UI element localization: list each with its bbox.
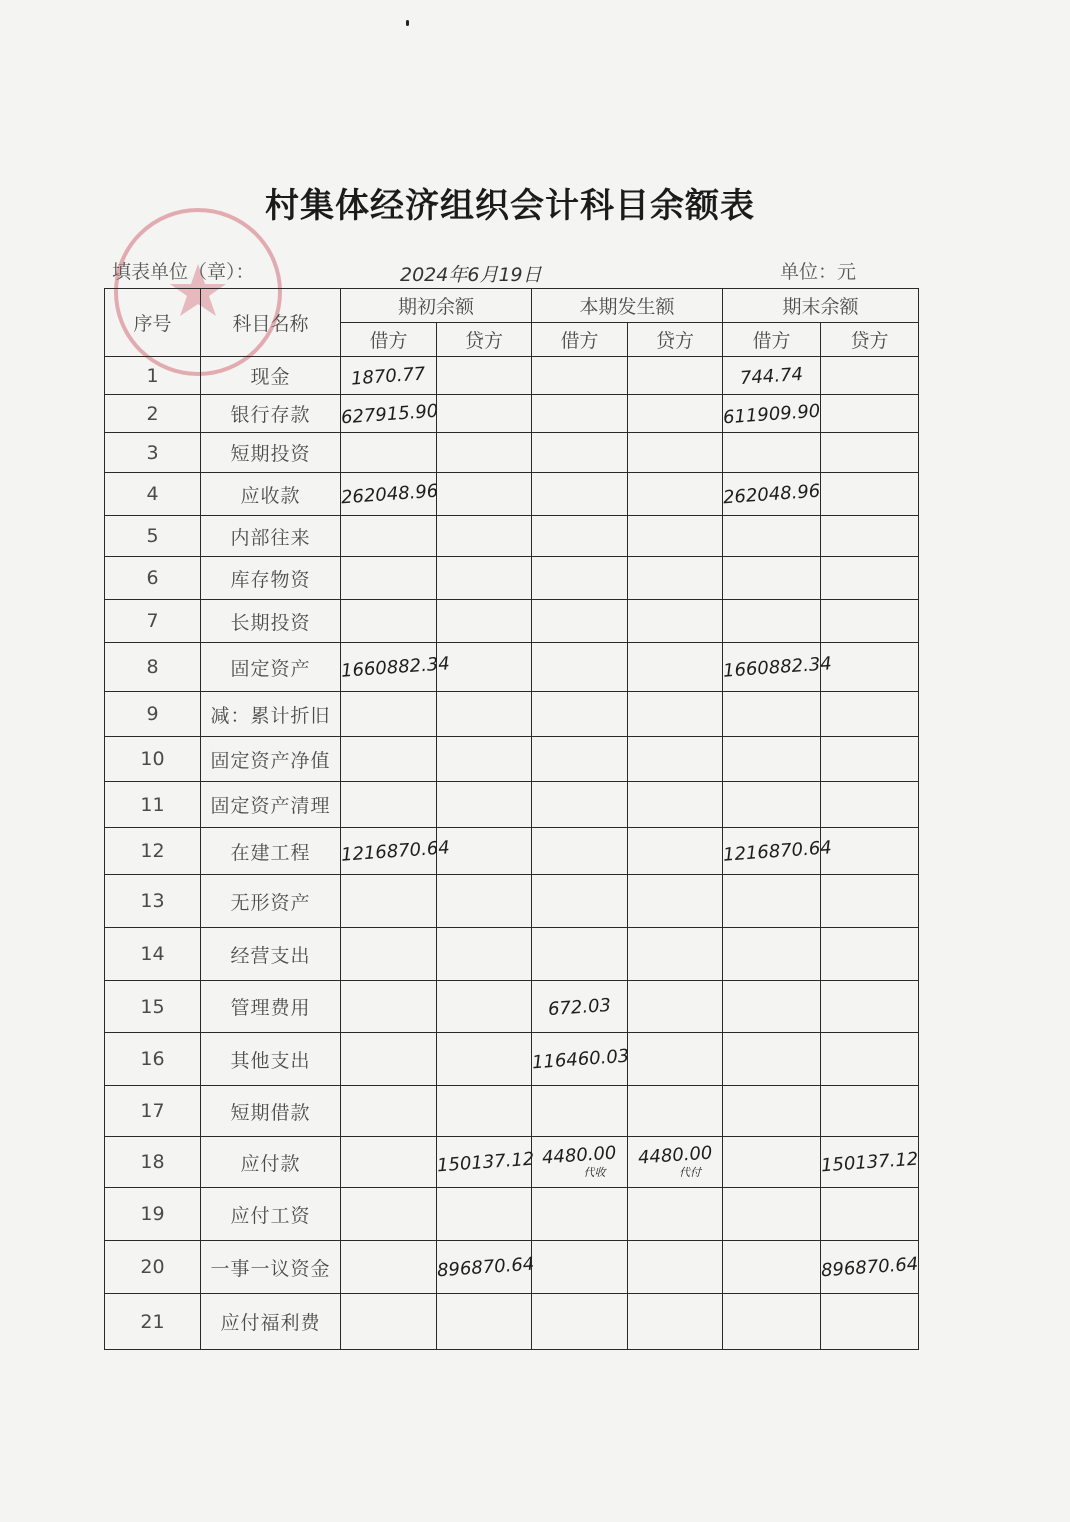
- table-row: [105, 473, 919, 516]
- col-header-seq: 序号: [105, 289, 201, 357]
- row-subject-name: 在建工程: [201, 828, 341, 875]
- cell-open-debit: [341, 557, 437, 600]
- row-subject-name: 应收款: [201, 473, 341, 516]
- row-seq-number: 9: [105, 692, 201, 737]
- row-subject-name: 经营支出: [201, 928, 341, 981]
- table-row: [105, 875, 919, 928]
- cell-close-credit: [821, 737, 919, 782]
- cell-close-credit: [821, 473, 919, 516]
- cell-close-debit: [723, 473, 821, 516]
- cell-cur-debit: [532, 1294, 628, 1350]
- row-seq-number: 18: [105, 1137, 201, 1188]
- cell-open-credit: [437, 1294, 532, 1350]
- cell-cur-debit: [532, 433, 628, 473]
- table-row: [105, 1188, 919, 1241]
- cell-close-credit: [821, 1137, 919, 1188]
- cell-open-debit: [340, 643, 451, 692]
- cell-open-debit: [341, 516, 437, 557]
- cell-cur-debit: [532, 782, 628, 828]
- cell-open-credit: [436, 1137, 535, 1188]
- handwritten-amount: 1216870.64: [722, 837, 833, 866]
- row-subject-name: 短期投资: [201, 433, 341, 473]
- row-seq-number: 16: [105, 1033, 201, 1086]
- cell-open-debit: [341, 433, 437, 473]
- cell-cur-debit: [532, 692, 628, 737]
- cell-cur-credit: [628, 692, 723, 737]
- cell-cur-credit: [628, 1241, 723, 1294]
- cell-open-debit: [341, 1294, 437, 1350]
- cell-open-credit: [437, 600, 532, 643]
- cell-open-credit: [437, 782, 532, 828]
- cell-cur-credit: [628, 1033, 723, 1086]
- cell-cur-credit: [628, 1137, 723, 1188]
- cell-cur-debit: [532, 516, 628, 557]
- cell-close-credit: [821, 928, 919, 981]
- cell-open-debit: [341, 928, 437, 981]
- cell-open-debit: [341, 395, 437, 433]
- table-row: [105, 357, 919, 395]
- cell-open-debit: [341, 473, 437, 516]
- handwritten-amount: 744.74: [739, 363, 804, 389]
- row-subject-name: 一事一议资金: [201, 1241, 341, 1294]
- cell-cur-debit: [532, 357, 628, 395]
- table-row: [105, 782, 919, 828]
- cell-close-credit: [821, 516, 919, 557]
- cell-open-credit: [437, 1033, 532, 1086]
- table-row: [105, 516, 919, 557]
- row-seq-number: 15: [105, 981, 201, 1033]
- ledger-table: [104, 288, 919, 1350]
- handwritten-amount: 1660882.34: [722, 653, 833, 682]
- currency-unit-label: 单位：元: [780, 261, 857, 283]
- row-seq-number: 2: [105, 395, 201, 433]
- row-seq-number: 6: [105, 557, 201, 600]
- row-subject-name: 应付工资: [201, 1188, 341, 1241]
- cell-close-debit: [723, 557, 821, 600]
- cell-close-debit: [723, 395, 821, 433]
- cell-cur-credit: [628, 1294, 723, 1350]
- cell-cur-credit: [628, 737, 723, 782]
- row-subject-name: 减：累计折旧: [201, 692, 341, 737]
- document-title: 村集体经济组织会计科目余额表: [265, 186, 755, 226]
- cell-close-debit: [723, 600, 821, 643]
- handwritten-amount: 262048.96: [722, 480, 821, 509]
- table-row: [105, 1033, 919, 1086]
- cell-close-debit: [723, 1294, 821, 1350]
- row-seq-number: 8: [105, 643, 201, 692]
- row-subject-name: 管理费用: [201, 981, 341, 1033]
- cell-close-credit: [821, 1086, 919, 1137]
- cell-close-credit: [821, 875, 919, 928]
- cell-close-debit: [723, 1241, 821, 1294]
- cell-open-credit: [437, 1188, 532, 1241]
- cell-close-debit: [723, 928, 821, 981]
- cell-open-debit: [341, 782, 437, 828]
- cell-close-debit: [723, 516, 821, 557]
- cell-cur-credit: [628, 928, 723, 981]
- cell-open-credit: [437, 737, 532, 782]
- table-row: [105, 433, 919, 473]
- cell-close-debit: [722, 643, 833, 692]
- col-header-current: 本期发生额: [532, 289, 723, 323]
- cell-close-credit: [821, 1294, 919, 1350]
- cell-cur-credit: [628, 1188, 723, 1241]
- cell-open-credit: [437, 692, 532, 737]
- table-row: [105, 1137, 919, 1188]
- row-seq-number: 20: [105, 1241, 201, 1294]
- cell-close-debit: [723, 1033, 821, 1086]
- table-row: [105, 928, 919, 981]
- row-subject-name: 应付福利费: [201, 1294, 341, 1350]
- table-row: [105, 1241, 919, 1294]
- col-header-closing-credit: 贷方: [821, 323, 919, 357]
- report-date: 2024年6月19日: [400, 264, 542, 286]
- cell-close-credit: [821, 395, 919, 433]
- col-header-opening: 期初余额: [341, 289, 532, 323]
- handwritten-amount: 1870.77: [350, 362, 427, 390]
- col-header-closing-debit: 借方: [723, 323, 821, 357]
- ink-speck: [406, 20, 409, 26]
- cell-close-debit: [723, 1086, 821, 1137]
- row-seq-number: 12: [105, 828, 201, 875]
- row-seq-number: 19: [105, 1188, 201, 1241]
- cell-cur-debit: [532, 928, 628, 981]
- cell-cur-credit: [628, 981, 723, 1033]
- handwritten-amount: 1660882.34: [340, 653, 451, 682]
- cell-open-debit: [341, 981, 437, 1033]
- cell-cur-debit: [532, 1086, 628, 1137]
- cell-open-credit: [437, 643, 532, 692]
- row-subject-name: 短期借款: [201, 1086, 341, 1137]
- cell-close-debit: [723, 981, 821, 1033]
- table-row: [105, 1086, 919, 1137]
- handwritten-amount: 150137.12: [820, 1148, 919, 1177]
- cell-cur-debit: [532, 981, 628, 1033]
- cell-open-credit: [437, 395, 532, 433]
- cell-close-credit: [821, 828, 919, 875]
- cell-cur-debit: [532, 395, 628, 433]
- cell-close-debit: [723, 1137, 821, 1188]
- cell-open-debit: [341, 357, 437, 395]
- row-seq-number: 21: [105, 1294, 201, 1350]
- cell-open-debit: [341, 1137, 437, 1188]
- table-row: [105, 692, 919, 737]
- cell-open-credit: [436, 1241, 535, 1294]
- handwritten-note: 代收: [583, 1166, 606, 1179]
- table-row: [105, 737, 919, 782]
- cell-close-credit: [821, 643, 919, 692]
- table-row: [105, 557, 919, 600]
- cell-cur-credit: [628, 557, 723, 600]
- cell-open-debit: [341, 875, 437, 928]
- cell-open-credit: [437, 828, 532, 875]
- row-subject-name: 固定资产净值: [201, 737, 341, 782]
- header-row-groups: [105, 289, 919, 323]
- cell-close-credit: [821, 981, 919, 1033]
- cell-open-debit: [341, 600, 437, 643]
- row-seq-number: 5: [105, 516, 201, 557]
- cell-cur-credit: [628, 875, 723, 928]
- col-header-opening-credit: 贷方: [437, 323, 532, 357]
- col-header-subject: 科目名称: [201, 289, 341, 357]
- cell-open-credit: [437, 981, 532, 1033]
- row-subject-name: 无形资产: [201, 875, 341, 928]
- row-seq-number: 14: [105, 928, 201, 981]
- cell-cur-debit: [532, 1137, 628, 1188]
- row-seq-number: 1: [105, 357, 201, 395]
- handwritten-note: 代付: [679, 1166, 702, 1179]
- cell-close-credit: [821, 600, 919, 643]
- cell-close-credit: [821, 692, 919, 737]
- row-subject-name: 长期投资: [201, 600, 341, 643]
- cell-open-credit: [437, 473, 532, 516]
- col-header-current-credit: 贷方: [628, 323, 723, 357]
- cell-close-debit: [723, 782, 821, 828]
- cell-open-debit: [341, 1188, 437, 1241]
- cell-cur-credit: [628, 516, 723, 557]
- handwritten-amount: 1216870.64: [340, 837, 451, 866]
- cell-cur-debit: [532, 1033, 628, 1086]
- cell-cur-debit: [532, 473, 628, 516]
- cell-cur-debit: [532, 1188, 628, 1241]
- cell-open-credit: [437, 557, 532, 600]
- cell-close-debit: [723, 692, 821, 737]
- cell-open-debit: [341, 1033, 437, 1086]
- row-seq-number: 17: [105, 1086, 201, 1137]
- row-subject-name: 固定资产: [201, 643, 341, 692]
- cell-open-credit: [437, 516, 532, 557]
- cell-open-debit: [340, 828, 451, 875]
- cell-cur-debit: [532, 875, 628, 928]
- cell-close-debit: [723, 1188, 821, 1241]
- row-seq-number: 7: [105, 600, 201, 643]
- cell-close-credit: [821, 1188, 919, 1241]
- row-subject-name: 银行存款: [201, 395, 341, 433]
- handwritten-amount: 611909.90: [722, 400, 821, 428]
- cell-cur-credit: [628, 828, 723, 875]
- cell-close-credit: [821, 357, 919, 395]
- cell-close-credit: [821, 433, 919, 473]
- handwritten-amount: 262048.96: [340, 480, 439, 509]
- row-subject-name: 内部往来: [201, 516, 341, 557]
- handwritten-amount: 4480.00: [637, 1142, 713, 1169]
- handwritten-amount: 672.03: [547, 994, 612, 1020]
- cell-cur-debit: [532, 1241, 628, 1294]
- cell-cur-credit: [628, 782, 723, 828]
- row-seq-number: 3: [105, 433, 201, 473]
- handwritten-amount: 896870.64: [436, 1253, 535, 1282]
- cell-cur-credit: [628, 357, 723, 395]
- table-row: [105, 1294, 919, 1350]
- table-row: [105, 643, 919, 692]
- row-seq-number: 4: [105, 473, 201, 516]
- cell-open-credit: [437, 928, 532, 981]
- cell-cur-credit: [628, 600, 723, 643]
- row-subject-name: 应付款: [201, 1137, 341, 1188]
- table-row: [105, 981, 919, 1033]
- cell-cur-credit: [628, 395, 723, 433]
- table-row: [105, 600, 919, 643]
- handwritten-amount: 4480.00: [541, 1142, 618, 1169]
- cell-open-debit: [341, 1241, 437, 1294]
- cell-cur-credit: [628, 643, 723, 692]
- cell-open-credit: [437, 433, 532, 473]
- cell-open-debit: [341, 692, 437, 737]
- row-subject-name: 库存物资: [201, 557, 341, 600]
- col-header-closing: 期末余额: [723, 289, 919, 323]
- cell-cur-debit: [532, 643, 628, 692]
- cell-close-credit: [821, 1241, 919, 1294]
- fill-unit-label: 填表单位（章）：: [112, 261, 255, 283]
- cell-cur-credit: [628, 1086, 723, 1137]
- handwritten-amount: 896870.64: [820, 1253, 919, 1282]
- col-header-current-debit: 借方: [532, 323, 628, 357]
- table-row: [105, 828, 919, 875]
- cell-open-debit: [341, 1086, 437, 1137]
- cell-close-debit: [723, 357, 821, 395]
- row-subject-name: 其他支出: [201, 1033, 341, 1086]
- cell-cur-debit: [532, 557, 628, 600]
- row-seq-number: 10: [105, 737, 201, 782]
- handwritten-amount: 627915.90: [340, 400, 439, 428]
- cell-close-credit: [821, 557, 919, 600]
- cell-cur-credit: [628, 473, 723, 516]
- cell-open-credit: [437, 875, 532, 928]
- handwritten-amount: 150137.12: [436, 1148, 535, 1177]
- cell-cur-debit: [532, 737, 628, 782]
- cell-close-credit: [821, 782, 919, 828]
- cell-close-debit: [723, 433, 821, 473]
- cell-close-debit: [722, 828, 833, 875]
- cell-cur-debit: [532, 828, 628, 875]
- handwritten-amount: 116460.03: [531, 1045, 630, 1074]
- row-subject-name: 现金: [201, 357, 341, 395]
- row-seq-number: 11: [105, 782, 201, 828]
- cell-open-credit: [437, 357, 532, 395]
- row-seq-number: 13: [105, 875, 201, 928]
- cell-close-debit: [723, 737, 821, 782]
- cell-cur-credit: [628, 433, 723, 473]
- row-subject-name: 固定资产清理: [201, 782, 341, 828]
- cell-close-debit: [723, 875, 821, 928]
- col-header-opening-debit: 借方: [341, 323, 437, 357]
- cell-close-credit: [821, 1033, 919, 1086]
- table-row: [105, 395, 919, 433]
- cell-open-debit: [341, 737, 437, 782]
- cell-cur-debit: [532, 600, 628, 643]
- cell-open-credit: [437, 1086, 532, 1137]
